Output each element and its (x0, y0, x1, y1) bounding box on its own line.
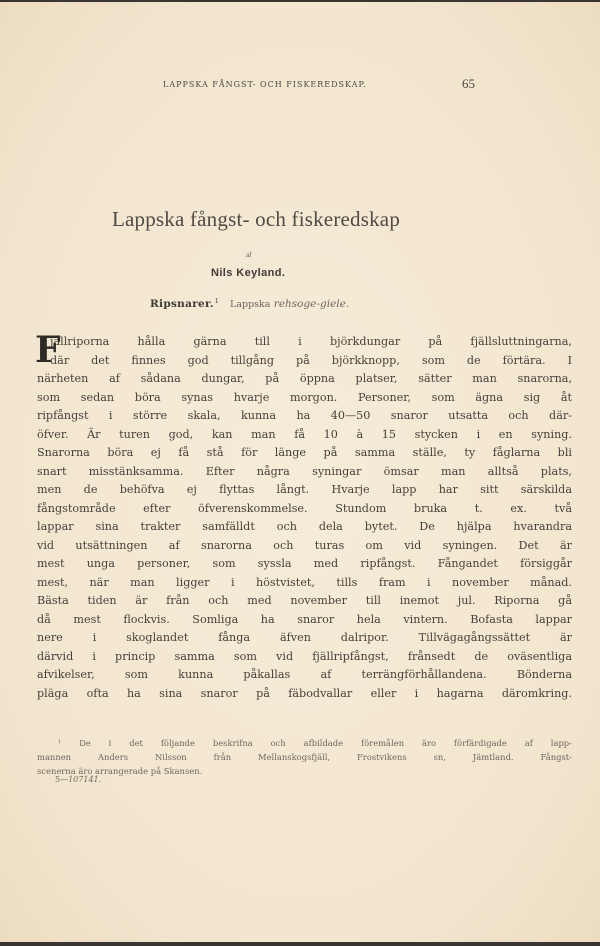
body-line: närheten af sådana dungar, på öppna platser, sätter man snarorna, (37, 372, 572, 385)
running-head: LAPPSKA FÅNGST- OCH FISKEREDSKAP. (163, 80, 367, 89)
body-line: snart misstänksamma. Efter några syningar ömsar man alltså plats, (37, 464, 572, 478)
printer-mark-prefix: 5— (55, 775, 69, 784)
body-line: lappar sina trakter samfälldt och dela bytet. De hjälpa hvarandra (37, 520, 572, 533)
footnote-line: mannen Anders Nilsson från Mellanskogsfjäll, Frostvikens sn, Jämtland. Fångst- (37, 751, 572, 762)
body-line: ripfångst i större skala, kunna ha 40—50 snaror utsatta och där- (37, 409, 572, 422)
body-line: då mest flockvis. Somliga ha snaror hela vintern. Bofasta lappar (37, 612, 572, 626)
footnote-line (37, 735, 572, 750)
body-line: mest unga personer, som syssla med ripfångst. Fångandet försiggår (37, 557, 572, 570)
footnote-text: De i det följande beskrifna och afbildade föremålen äro förfärdigade af lapp- (79, 738, 572, 748)
printer-signature-mark (55, 775, 101, 784)
printer-mark-code: 107141. (68, 775, 102, 784)
drop-cap: F (35, 329, 61, 371)
body-line: vid utsättningen af snarorna och turas om vid syningen. Det är (37, 538, 572, 552)
footnotes (37, 735, 572, 779)
body-line: Snarorna böra ej få stå för länge på samma ställe, ty fåglarna bli (37, 446, 572, 459)
body-paragraph (35, 329, 572, 703)
section-lapp-label: Lappska (230, 299, 271, 310)
author-name: Nils Keyland. (211, 267, 286, 279)
body-line: jällriporna hålla gärna till i björkdungar på fjällsluttningarna, (50, 335, 572, 348)
section-heading-title: Ripsnarer. (150, 298, 214, 310)
body-line: afvikelser, som kunna påkallas af terrängförhållandena. Bönderna (37, 668, 572, 681)
document-page (0, 2, 600, 942)
body-line: öfver. Är turen god, kan man få 10 à 15 stycken i en syning. (37, 427, 572, 441)
body-line: fångstområde efter öfverenskommelse. Stundom bruka t. ex. två (37, 501, 572, 515)
body-line: nere i skoglandet fånga äfven dalripor. Tillvägagångssättet är (37, 631, 572, 644)
footnote-marker: 1 (58, 739, 62, 745)
body-line: därvid i princip samma som vid fjällripfångst, frånsedt de oväsentliga (37, 649, 572, 663)
footnote-line: scenerna äro arrangerade på Skansen. (37, 766, 203, 776)
section-heading (150, 298, 349, 310)
body-line: pläga ofta ha sina snaror på fäbodvallar eller i hagarna däromkring. (37, 686, 572, 700)
article-title: Lappska fångst- och fiskeredskap (111, 207, 401, 231)
body-line: mest, när man ligger i höstvistet, tills fram i november månad. (37, 575, 572, 589)
byline-af: af (246, 251, 252, 259)
body-line: där det finnes god tillgång på björkknopp, som de förtära. I (50, 353, 572, 367)
body-line: som sedan böra synas hvarje morgon. Personer, som ägna sig åt (37, 390, 572, 404)
body-line: men de behöfva ej flyttas långt. Hvarje lapp har sitt särskilda (37, 483, 572, 496)
section-lapp-term: rehsoge-giele. (273, 298, 350, 310)
page-number: 65 (462, 76, 475, 91)
footnote-reference: 1 (214, 298, 219, 305)
body-line: Bästa tiden är från och med november till inemot jul. Riporna gå (37, 594, 572, 607)
